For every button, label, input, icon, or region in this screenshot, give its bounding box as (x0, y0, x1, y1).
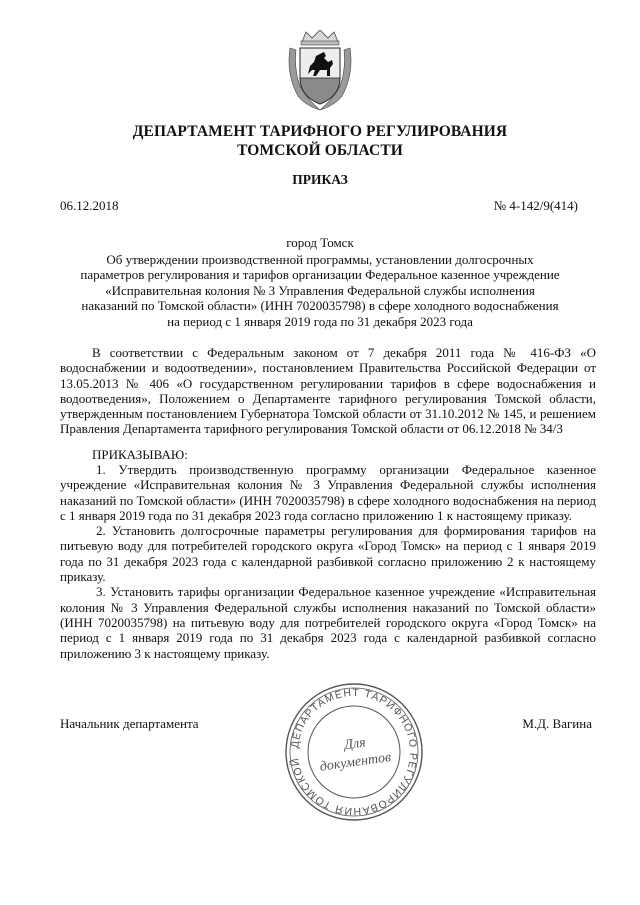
order-item: 3. Установить тарифы организации Федеральное казенное учреждение «Исправительная колония № 3 Управления Федеральной службы исполнения наказаний по Томской области» (ИНН 7020035798) на питьевую воду для потребителей городского округа «Город Томск» на период с 1 января 2019 года по 31 декабря 2023 года с календарной разбивкой согласно приложению 3 к настоящему приказу. (60, 584, 596, 661)
order-directive: ПРИКАЗЫВАЮ: (92, 447, 188, 462)
department-name-line1: ДЕПАРТАМЕНТ ТАРИФНОГО РЕГУЛИРОВАНИЯ (132, 123, 508, 140)
city-line: город Томск (286, 235, 354, 250)
stamp-ring-text: ДЕПАРТАМЕНТ ТАРИФНОГО РЕГУЛИРОВАНИЯ ТОМСКОЙ (289, 686, 420, 818)
signer-position: Начальник департамента (60, 716, 199, 731)
order-subject: Об утверждении производственной программы, установлении долгосрочных параметров регулирования и тарифов организации Федеральное казенное учреждение «Исправительная колония № 3 Управления Федеральной службы исполнения наказаний по Томской области» (ИНН 7020035798) в сфере холодного водоснабжения на период с 1 января 2019 года по 31 декабря 2023 года (80, 252, 560, 329)
coat-of-arms-icon (286, 30, 354, 112)
order-item: 1. Утвердить производственную программу организации Федеральное казенное учреждение «Исправительная колония № 3 Управления Федеральной службы исполнения наказаний по Томской области» (ИНН 7020035798) в сфере холодного водоснабжения на период с 1 января 2019 года по 31 декабря 2023 года согласно приложению 1 к настоящему приказу. (60, 462, 596, 523)
order-date: 06.12.2018 (60, 198, 119, 213)
department-name (60, 122, 580, 160)
signer-name: М.Д. Вагина (522, 716, 592, 731)
order-items-list (60, 462, 596, 661)
stamp-center-line2: документов (318, 749, 393, 775)
official-stamp (282, 680, 426, 824)
order-item: 2. Установить долгосрочные параметры регулирования для формирования тарифов на питьевую воду для потребителей городского округа «Город Томск» на период с 1 января 2019 года по 31 декабря 2023 года с календарной разбивкой согласно приложению 2 к настоящему приказу. (60, 523, 596, 585)
preamble-paragraph: В соответствии с Федеральным законом от 7 декабря 2011 года № 416-ФЗ «О водоснабжении и водоотведении», постановлением Правительства Российской Федерации от 13.05.2013 № 406 «О государственном регулировании тарифов в сфере водоснабжения и водоотведения», Положением о Департаменте тарифного регулирования Томской области, утвержденным постановлением Губернатора Томской области от 31.10.2012 № 145, и решением Правления Департамента тарифного регулирования Томской области от 06.12.2018 № 34/3 (60, 345, 596, 437)
stamp-center-line1: Для (343, 735, 367, 754)
order-number: № 4-142/9(414) (493, 198, 578, 213)
document-type-title: ПРИКАЗ (292, 172, 348, 187)
department-name-line2: ТОМСКОЙ ОБЛАСТИ (237, 142, 403, 159)
